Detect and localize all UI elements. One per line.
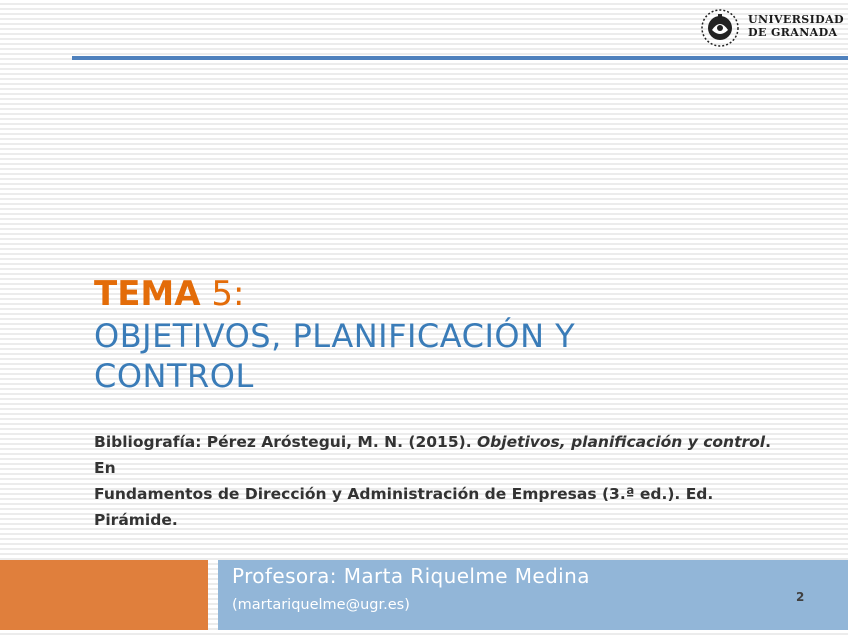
slide-number: 2 [796,590,805,604]
bibliography-prefix: Bibliografía: Pérez Aróstegui, M. N. (2015). [94,433,477,451]
university-name-line1: UNIVERSIDAD [748,13,844,26]
slide-title [94,272,814,396]
university-logo [700,6,846,48]
footer-accent-block [0,560,208,630]
bibliography-line1 [94,429,794,481]
professor-name: Profesora: Marta Riquelme Medina [232,564,590,588]
footer-info-block [218,560,848,630]
header-rule [72,56,848,60]
title-topic-line [94,272,814,316]
university-name [748,13,844,39]
bibliography [94,429,794,533]
bibliography-middle: . En [94,433,771,477]
university-name-line2: DE GRANADA [748,26,838,39]
title-subtitle-line1: OBJETIVOS, PLANIFICACIÓN Y [94,317,576,355]
title-subtitle-line2: CONTROL [94,357,254,395]
title-number: 5: [211,274,245,314]
professor-email: (martariquelme@ugr.es) [232,597,410,613]
bibliography-book-title: Objetivos, planificación y control [476,433,766,451]
bibliography-line2: Fundamentos de Dirección y Administración de Empresas (3.ª ed.). Ed. Pirámide. [94,485,714,529]
university-seal-icon [700,8,740,48]
title-tema: TEMA [94,274,201,314]
